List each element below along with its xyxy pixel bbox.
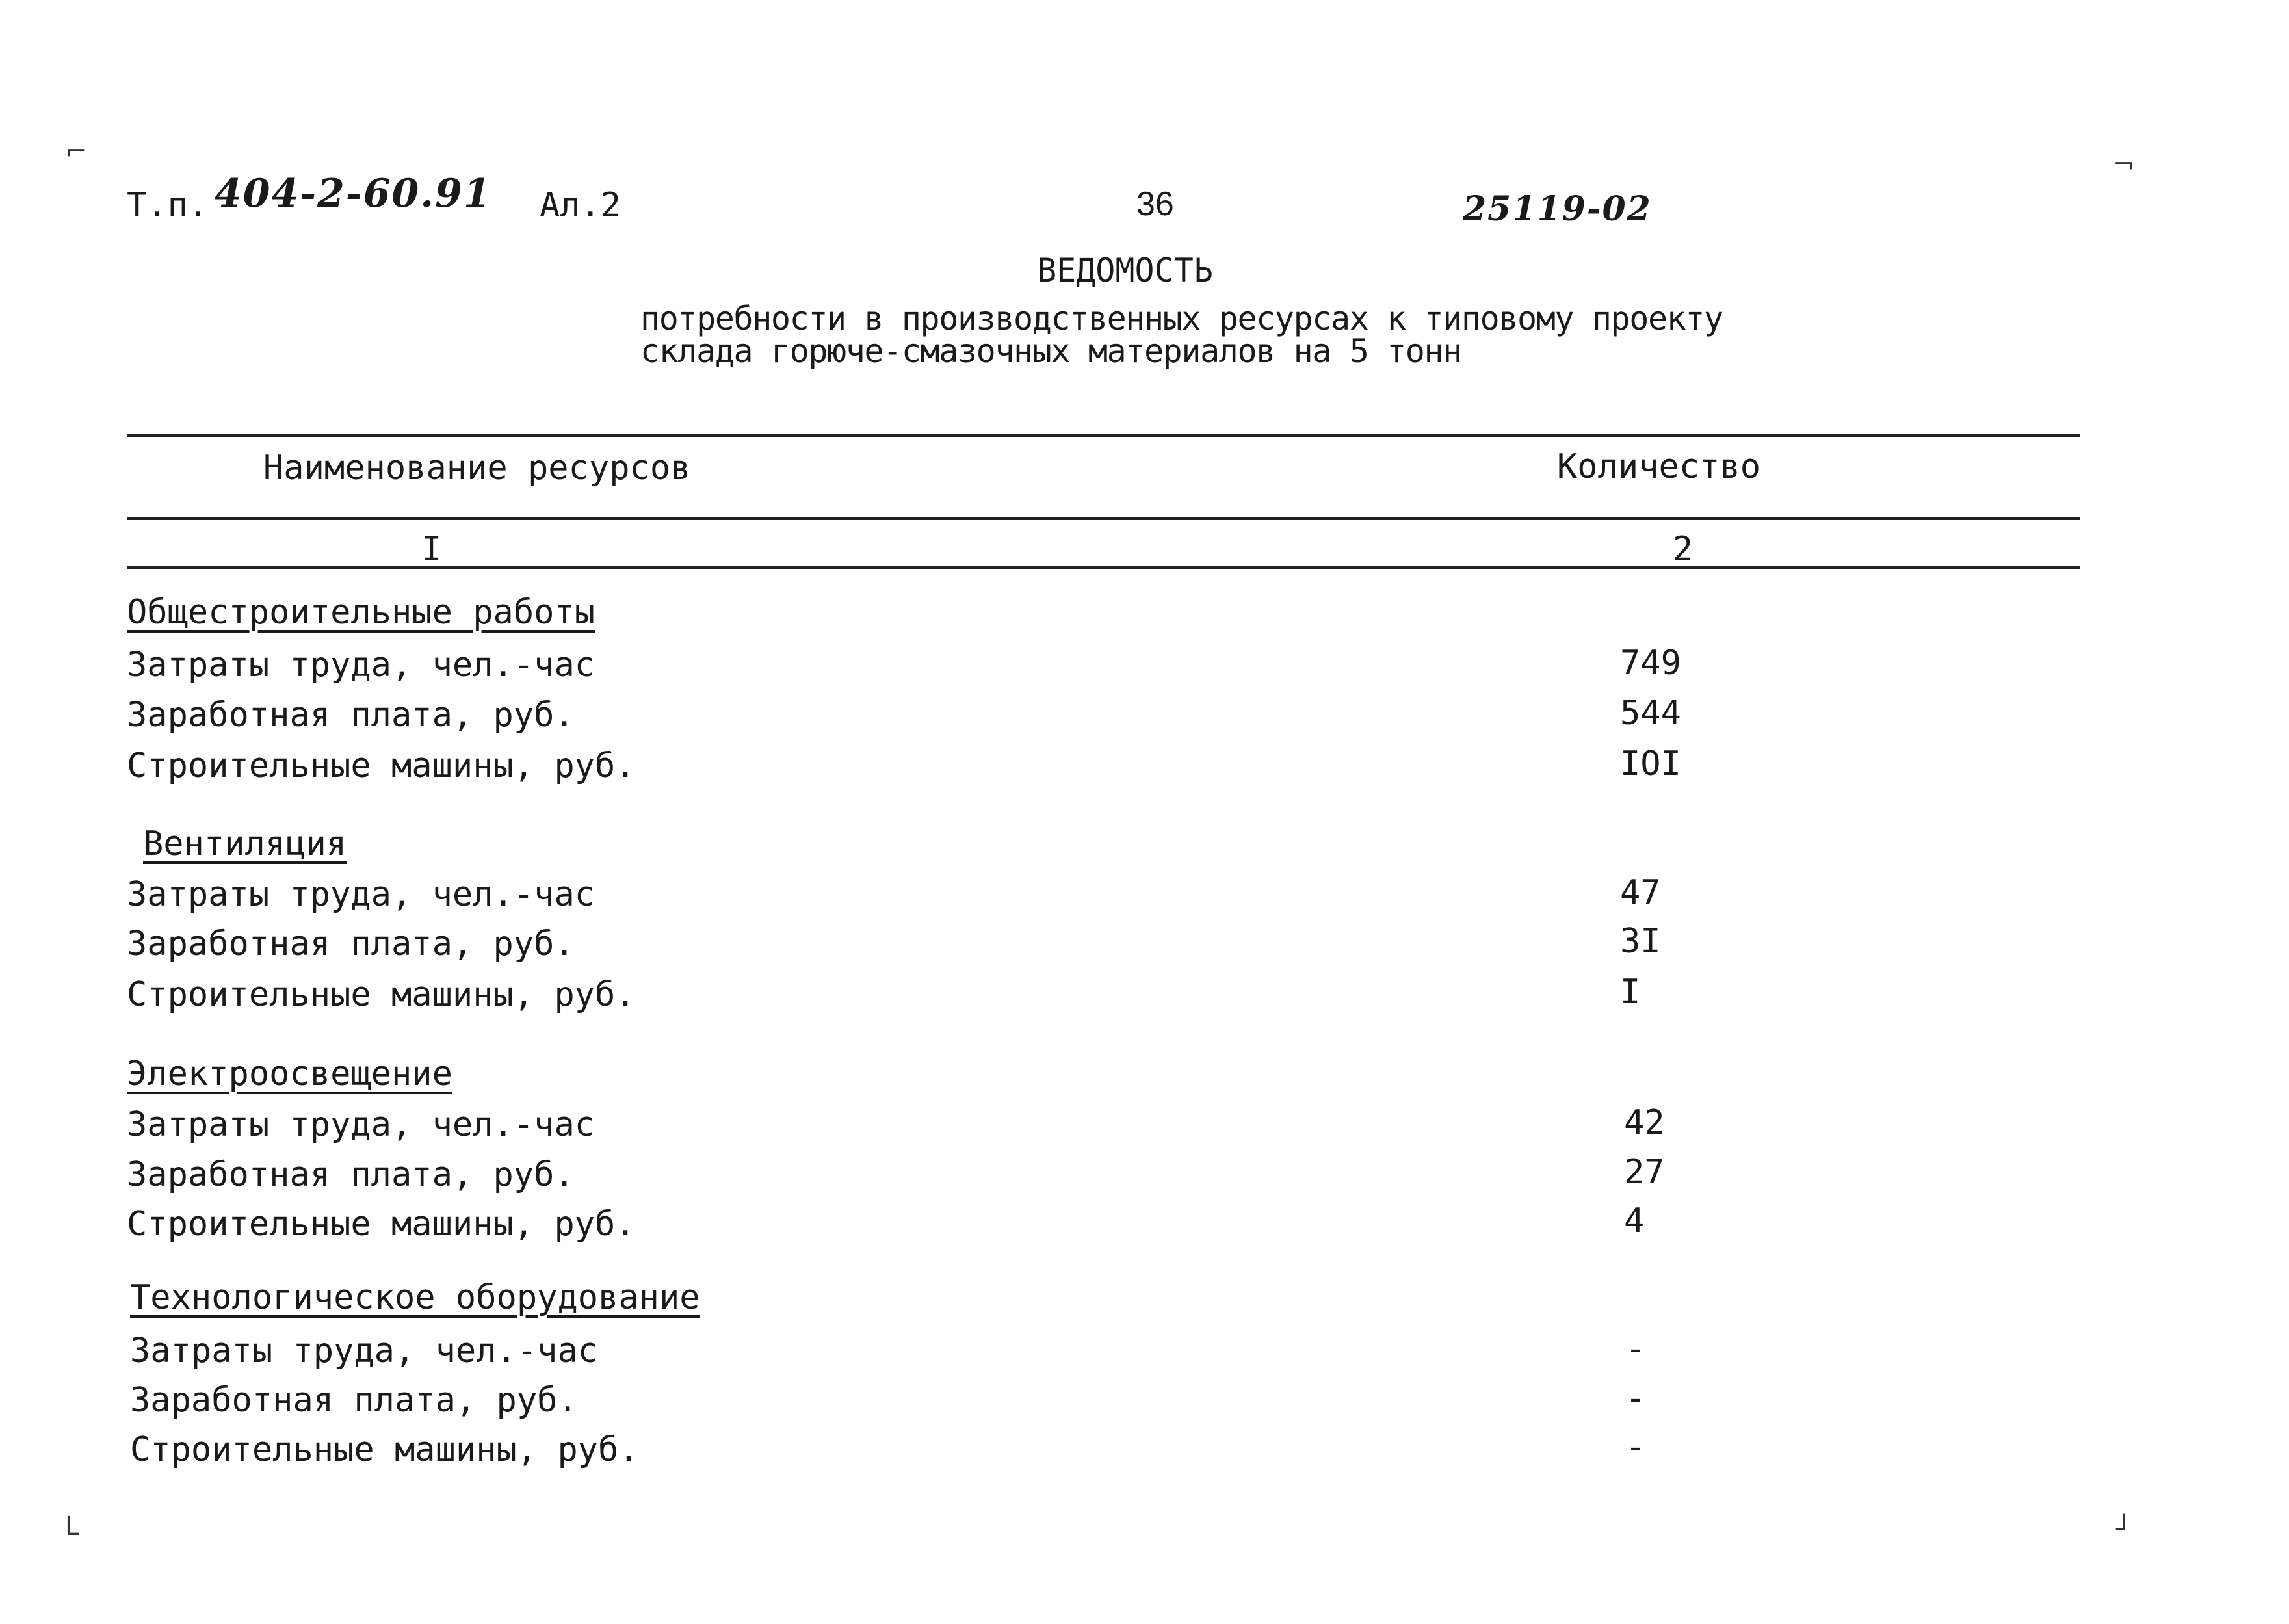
page-number: 36 xyxy=(1136,185,1174,223)
table-header-rule xyxy=(127,517,2080,520)
row-label: Затраты труда, чел.-час xyxy=(130,1331,599,1370)
row-value: IOI xyxy=(1620,744,1681,783)
document-title: ВЕДОМОСТЬ xyxy=(1037,252,1213,289)
row-value: - xyxy=(1625,1428,1646,1467)
row-label: Заработная плата, руб. xyxy=(127,696,575,735)
row-label: Затраты труда, чел.-час xyxy=(127,646,595,685)
corner-mark-top-left: ⌐ xyxy=(65,137,87,166)
document-number: 25119-02 xyxy=(1463,189,1652,229)
row-value: 42 xyxy=(1624,1103,1665,1142)
corner-mark-bottom-right: ┘ xyxy=(2116,1515,2132,1545)
row-label: Строительные машины, руб. xyxy=(130,1430,639,1469)
row-value: 544 xyxy=(1620,694,1681,733)
row-label: Заработная плата, руб. xyxy=(130,1381,578,1420)
column-number-1: I xyxy=(421,530,442,569)
column-number-2: 2 xyxy=(1673,530,1694,569)
row-label: Заработная плата, руб. xyxy=(127,1155,575,1194)
section-title-general-construction: Общестроительные работы xyxy=(127,593,595,632)
section-title-ventilation: Вентиляция xyxy=(143,824,347,863)
column-header-quantity: Количество xyxy=(1557,447,1761,486)
row-value: - xyxy=(1625,1329,1646,1369)
row-value: I xyxy=(1620,973,1641,1012)
header-prefix: Т.п. xyxy=(127,186,209,225)
corner-mark-top-right: ¬ xyxy=(2113,150,2135,179)
row-value: - xyxy=(1625,1379,1646,1418)
table-top-rule xyxy=(127,434,2080,437)
section-title-technological-equipment: Технологическое оборудование xyxy=(130,1278,700,1317)
row-label: Затраты труда, чел.-час xyxy=(127,1105,595,1144)
row-value: 47 xyxy=(1620,873,1661,912)
row-value: 749 xyxy=(1620,644,1681,683)
album-number: Ал.2 xyxy=(540,186,621,225)
document-subtitle-line1: потребности в производственных ресурсах к типовому проекту xyxy=(640,300,1723,337)
row-label: Строительные машины, руб. xyxy=(127,1205,636,1244)
row-value: 27 xyxy=(1624,1153,1665,1192)
row-value: 3I xyxy=(1620,922,1661,961)
project-number: 404-2-60.91 xyxy=(215,171,492,216)
row-label: Затраты труда, чел.-час xyxy=(127,875,595,914)
document-subtitle-line2: склада горюче-смазочных материалов на 5 тонн xyxy=(640,332,1461,370)
corner-mark-bottom-left: L xyxy=(65,1512,80,1541)
row-value: 4 xyxy=(1624,1201,1645,1240)
table-numbers-rule xyxy=(127,566,2080,569)
row-label: Строительные машины, руб. xyxy=(127,746,636,785)
section-title-electric-lighting: Электроосвещение xyxy=(127,1054,452,1094)
row-label: Заработная плата, руб. xyxy=(127,924,575,963)
row-label: Строительные машины, руб. xyxy=(127,975,636,1014)
column-header-name: Наименование ресурсов xyxy=(263,449,691,488)
